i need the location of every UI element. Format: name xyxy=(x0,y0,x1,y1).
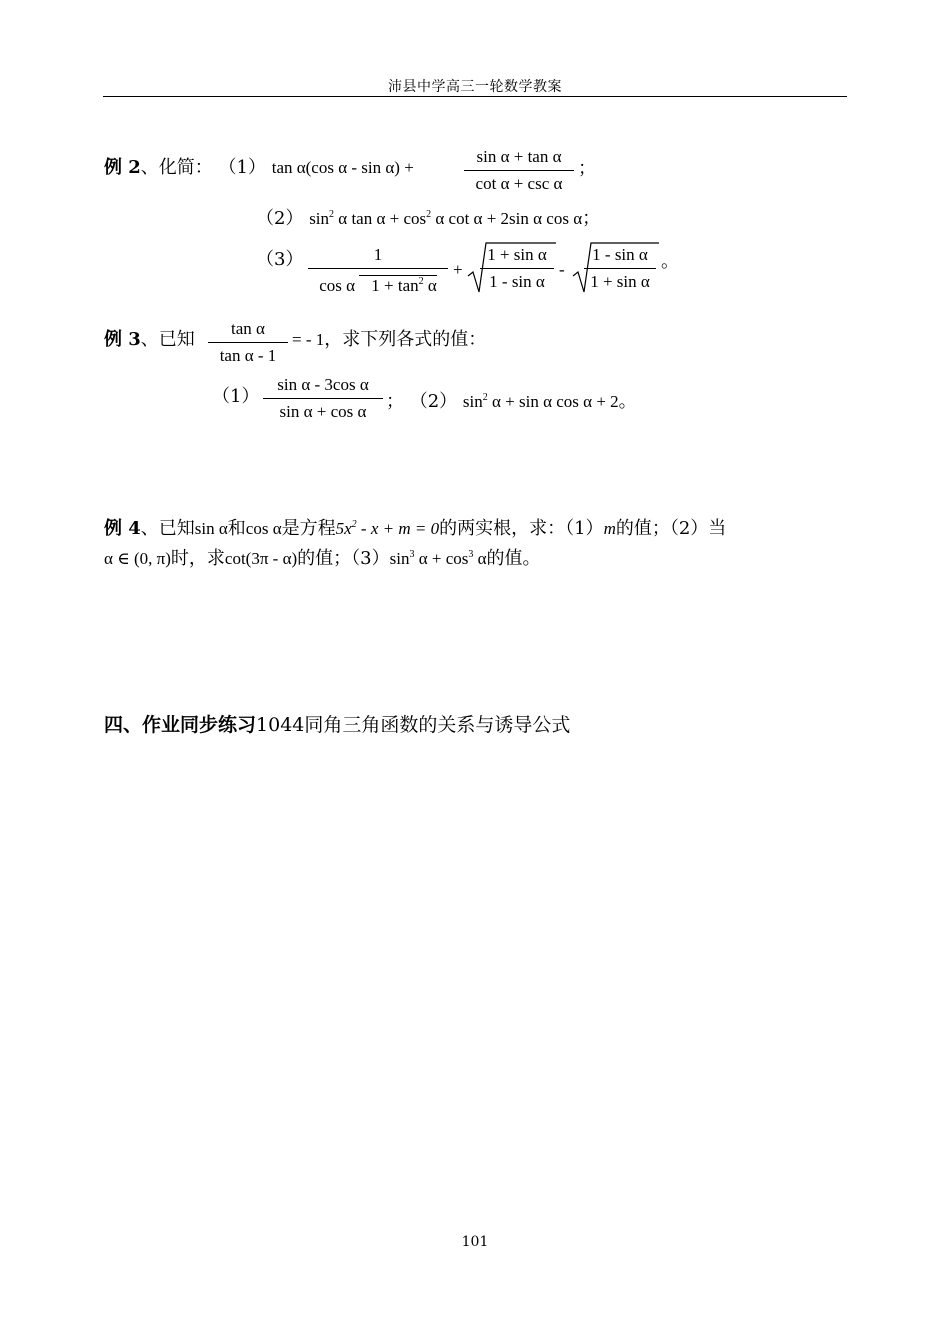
ex2-part2-b: α tan α + cos xyxy=(338,209,427,228)
root1-numerator: 1 + sin α xyxy=(487,245,547,264)
ex2-part2-a: sin xyxy=(309,209,330,228)
ex3-part2-a: sin xyxy=(462,392,483,411)
superscript: 3 xyxy=(468,549,474,560)
ex4-text-3: 是方程 xyxy=(281,518,336,539)
superscript: 2 xyxy=(351,519,357,530)
ex2-part2-c: α cot α + 2sin α cos α xyxy=(435,209,583,228)
ex2-part3-root1 xyxy=(480,244,554,293)
ex4-cot-expr: cot(3π - α) xyxy=(224,549,298,568)
example-4-line-2 xyxy=(104,543,541,571)
ex4-m: m xyxy=(603,519,616,538)
ex2-part3-denominator xyxy=(308,271,448,297)
ex2-part1-numerator: sin α + tan α xyxy=(476,147,562,166)
root2-denominator: 1 + sin α xyxy=(590,272,650,291)
example-4-label: 例 4 xyxy=(104,518,141,539)
example-3-start xyxy=(104,328,195,352)
ex3-cond-numerator: tan α xyxy=(231,319,265,338)
ex3-part1-denominator: sin α + cos α xyxy=(279,402,367,421)
ex4-text-7: 的值；（3） xyxy=(297,548,390,569)
section-4-title: 四、作业同步练习 xyxy=(104,714,257,736)
superscript: 2 xyxy=(482,392,488,403)
ex2-part3-den-a: cos α xyxy=(319,276,356,295)
ex2-part3-den-c: α xyxy=(427,276,437,295)
ex2-part1-label: （1） xyxy=(218,157,266,178)
ex2-part2-label: （2） xyxy=(256,208,304,229)
ex2-part3-plus: + xyxy=(453,260,463,279)
ex2-part2-end: ； xyxy=(582,208,601,229)
ex3-cond-rhs: = - 1 xyxy=(292,330,325,349)
ex4-text-1: 、已知 xyxy=(140,518,195,539)
ex3-suffix: ，求下列各式的值： xyxy=(324,329,487,350)
fraction-bar xyxy=(480,268,554,269)
ex2-part3-den-b: 1 + tan xyxy=(371,276,419,295)
page-header: 沛县中学高三一轮数学教案 xyxy=(388,79,562,95)
fraction-bar xyxy=(263,398,383,399)
fraction-bar xyxy=(464,170,574,171)
ex3-part1-end: ； xyxy=(386,391,404,412)
ex2-part3-numerator: 1 xyxy=(373,245,383,264)
example-4-line-1 xyxy=(104,513,726,541)
ex4-cube-a: sin xyxy=(389,549,410,568)
example-2-prefix: 、化简： xyxy=(140,157,213,178)
ex4-eq-a: 5x xyxy=(335,519,352,538)
ex4-text-8: 的值。 xyxy=(486,548,541,569)
ex4-sin: sin α xyxy=(194,519,228,538)
ex3-part2 xyxy=(386,386,637,414)
ex2-part1-end: ； xyxy=(578,158,596,179)
ex3-part2-end: 。 xyxy=(618,391,637,412)
ex4-text-5: 的值；（2）当 xyxy=(615,518,727,539)
ex4-cube-b: α + cos xyxy=(418,549,469,568)
ex2-part1-left: tan α(cos α - sin α) + xyxy=(271,158,414,177)
ex3-condition-fraction xyxy=(208,318,288,367)
section-4-code: 1044 xyxy=(256,714,305,736)
ex4-interval: α ∈ (0, π) xyxy=(104,549,171,568)
ex3-cond-denominator: tan α - 1 xyxy=(219,346,277,365)
header-rule xyxy=(103,96,847,97)
fraction-bar xyxy=(308,268,448,269)
section-4-subtitle: 同角三角函数的关系与诱导公式 xyxy=(304,714,571,736)
ex2-part3-end: 。 xyxy=(661,251,679,272)
fraction-bar xyxy=(584,268,656,269)
ex2-part3-root2 xyxy=(584,244,656,293)
ex4-text-4: 的两实根，求：（1） xyxy=(439,518,604,539)
ex2-part2 xyxy=(256,203,600,231)
superscript: 2 xyxy=(329,209,335,220)
example-3-prefix: 、已知 xyxy=(140,329,195,350)
example-3-label: 例 3 xyxy=(104,329,141,350)
ex4-text-6: 时，求 xyxy=(170,548,225,569)
ex3-part2-label: （2） xyxy=(409,391,458,412)
ex4-cube-c: α xyxy=(477,549,487,568)
example-2-line-1 xyxy=(104,156,414,180)
ex2-part3-label: （3） xyxy=(256,249,304,270)
ex4-text-2: 和 xyxy=(227,518,246,539)
superscript: 3 xyxy=(409,549,415,560)
section-4-heading xyxy=(104,713,570,737)
root1-denominator: 1 - sin α xyxy=(489,272,545,291)
ex2-part1-fraction xyxy=(464,146,574,195)
ex3-part2-b: α + sin α cos α + 2 xyxy=(492,392,619,411)
ex3-part1-label: （1） xyxy=(212,386,260,407)
fraction-bar xyxy=(208,342,288,343)
superscript: 2 xyxy=(426,209,432,220)
ex3-part1-numerator: sin α - 3cos α xyxy=(277,375,369,394)
ex2-part3-minus: - xyxy=(559,260,565,279)
sqrt-radical xyxy=(359,275,437,295)
ex2-part3-fraction xyxy=(308,244,448,297)
ex2-part1-denominator: cot α + csc α xyxy=(475,174,563,193)
root2-numerator: 1 - sin α xyxy=(592,245,648,264)
superscript: 2 xyxy=(418,276,424,287)
example-2-label: 例 2 xyxy=(104,157,141,178)
ex3-condition-rhs xyxy=(292,328,486,352)
page-number: 101 xyxy=(461,1234,489,1250)
ex4-cos: cos α xyxy=(245,519,282,538)
ex3-part1-fraction xyxy=(263,374,383,423)
ex4-eq-b: - x + m = 0 xyxy=(360,519,440,538)
